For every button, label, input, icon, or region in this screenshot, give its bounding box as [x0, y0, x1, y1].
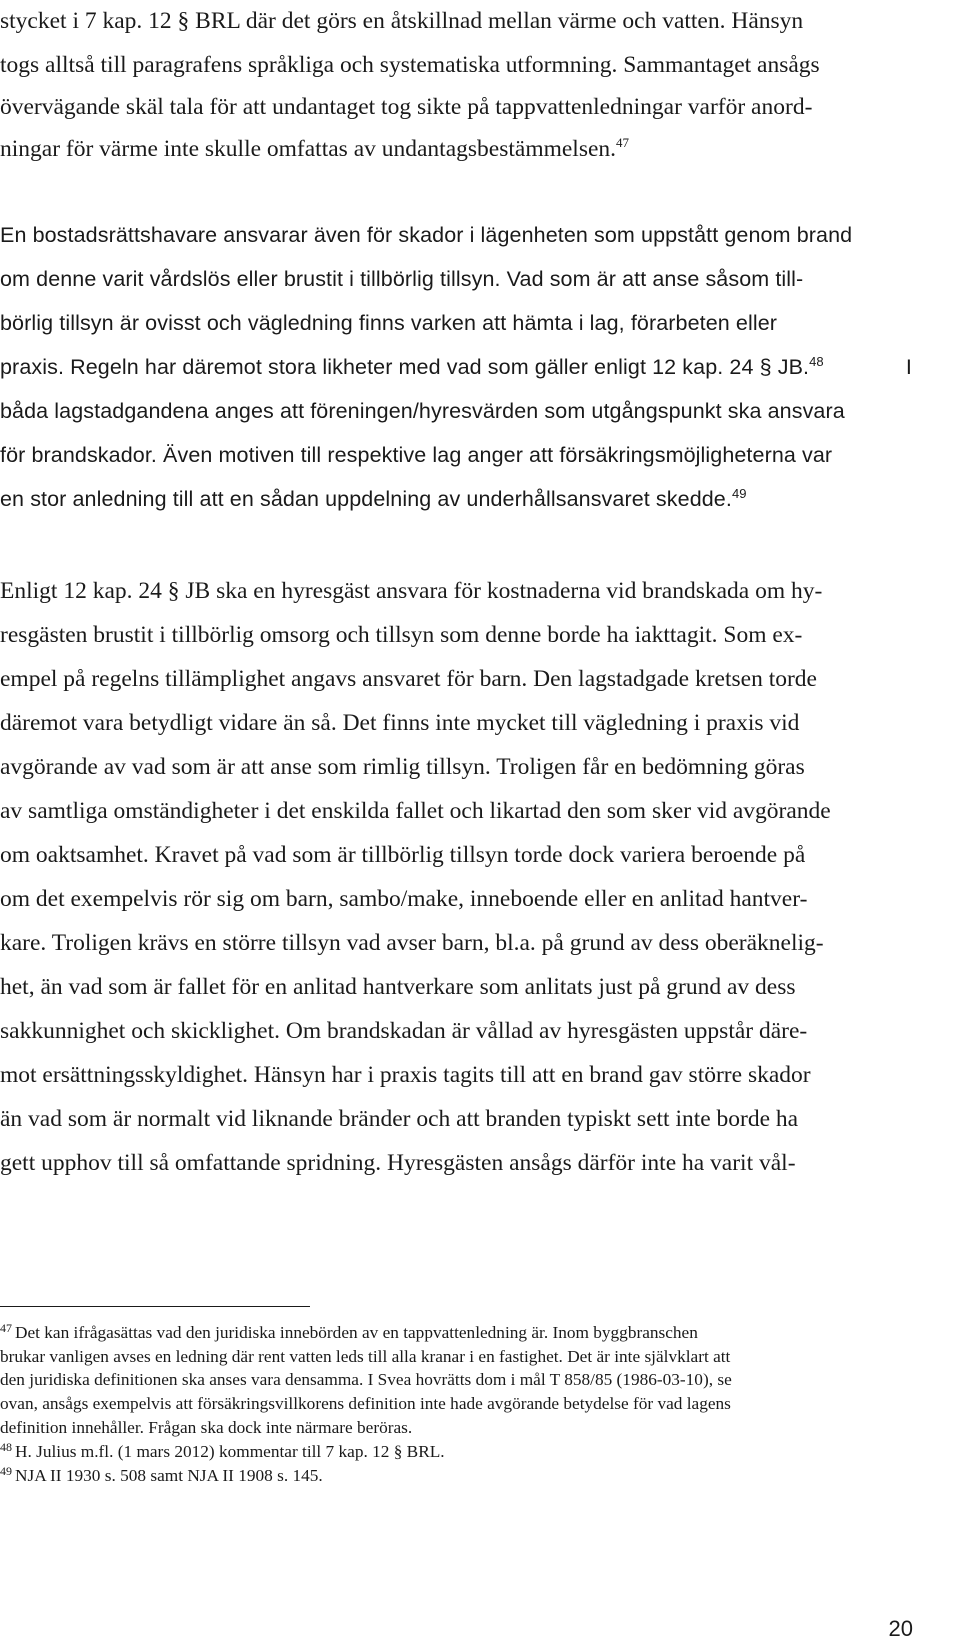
- text-line: om denne varit vårdslös eller brustit i tillbörlig tillsyn. Vad som är att anse såsom till-: [0, 267, 804, 291]
- footnote-48: $^{48}$ H. Julius m.fl. (1 mars 2012) kommentar till 7 kap. 12 § BRL.: [0, 1440, 445, 1461]
- footnote-number: 48: [0, 1440, 12, 1454]
- text-line: mot ersättningsskyldighet. Hänsyn har i praxis tagits till att en brand gav större skador: [0, 1062, 811, 1088]
- text-line: avgörande av vad som är att anse som rimlig tillsyn. Troligen får en bedömning göras: [0, 754, 805, 780]
- text-line: kare. Troligen krävs en större tillsyn vad avser barn, bl.a. på grund av dess oberäknelig-: [0, 930, 824, 956]
- footnote-line: ovan, ansågs exempelvis att försäkringsvillkorens definition inte hade avgörande betydelse för vad lagens: [0, 1394, 731, 1413]
- footnote-ref-49[interactable]: 49: [731, 485, 747, 501]
- footnote-ref-47[interactable]: 47: [616, 135, 630, 151]
- text-line: ningar för värme inte skulle omfattas av undantagsbestämmelsen.$^{47}$: [0, 135, 630, 162]
- text-line: gett upphov till så omfattande spridning. Hyresgästen ansågs därför inte ha varit vål-: [0, 1150, 796, 1176]
- text-line: för brandskador. Även motiven till respektive lag anger att försäkringsmöjligheterna var: [0, 443, 833, 467]
- text-line: resgästen brustit i tillbörlig omsorg och tillsyn som denne borde ha iakttagit. Som ex-: [0, 622, 803, 648]
- text-line: börlig tillsyn är ovisst och vägledning finns varken att hämta i lag, förarbeten eller: [0, 311, 778, 335]
- text-line: en stor anledning till att en sådan uppdelning av underhållsansvaret skedde.$^{49}$: [0, 485, 747, 511]
- text-line: däremot vara betydligt vidare än så. Det finns inte mycket till vägledning i praxis vid: [0, 710, 800, 736]
- footnote-ref-48[interactable]: 48: [809, 353, 824, 369]
- footnote-47: $^{47}$ Det kan ifrågasättas vad den juridiska innebörden av en tappvattenledning är. Inom byggbranschen: [0, 1321, 698, 1342]
- text-line: sakkunnighet och skicklighet. Om brandskadan är vållad av hyresgästen uppstår däre-: [0, 1018, 808, 1044]
- text-line: het, än vad som är fallet för en anlitad hantverkare som anlitats just på grund av dess: [0, 974, 796, 1000]
- footnote-line: brukar vanligen avses en ledning där rent vatten leds till alla kranar i en fastighet. Det är inte självklart att: [0, 1347, 731, 1366]
- text-line: togs alltså till paragrafens språkliga och systematiska utformning. Sammantaget ansågs: [0, 52, 820, 78]
- text-line: båda lagstadgandena anges att föreningen/hyresvärden som utgångspunkt ska ansvara: [0, 399, 845, 423]
- text-line: om oaktsamhet. Kravet på vad som är tillbörlig tillsyn torde dock variera beroende på: [0, 842, 806, 868]
- text-line: empel på regelns tillämplighet angavs ansvaret för barn. Den lagstadgade kretsen torde: [0, 666, 817, 692]
- text-line: övervägande skäl tala för att undantaget tog sikte på tappvattenledningar varför anord-: [0, 94, 813, 120]
- footnote-number: 49: [0, 1464, 12, 1478]
- text-line: om det exempelvis rör sig om barn, sambo/make, inneboende eller en anlitad hantver-: [0, 886, 808, 912]
- text-line: praxis. Regeln har däremot stora likheter med vad som gäller enligt 12 kap. 24 § JB.$^{48}$ I: [0, 353, 912, 379]
- text-line: av samtliga omständigheter i det enskilda fallet och likartad den som sker vid avgörande: [0, 798, 831, 824]
- footnote-49: $^{49}$ NJA II 1930 s. 508 samt NJA II 1908 s. 145.: [0, 1464, 323, 1485]
- footnote-divider: [0, 1306, 310, 1307]
- footnote-number: 47: [0, 1321, 12, 1335]
- text-line: stycket i 7 kap. 12 § BRL där det görs en åtskillnad mellan värme och vatten. Hänsyn: [0, 8, 804, 34]
- text-line: Enligt 12 kap. 24 § JB ska en hyresgäst ansvara för kostnaderna vid brandskada om hy-: [0, 578, 823, 604]
- page-number: 20: [888, 1616, 913, 1641]
- text-line: än vad som är normalt vid liknande bränder och att branden typiskt sett inte borde ha: [0, 1106, 799, 1132]
- footnote-line: definition innehåller. Frågan ska dock inte närmare beröras.: [0, 1418, 413, 1437]
- footnote-line: den juridiska definitionen ska anses vara densamma. I Svea hovrätts dom i mål T 858/85 (1986-03-10), se: [0, 1370, 732, 1389]
- text-line: En bostadsrättshavare ansvarar även för skador i lägenheten som uppstått genom brand: [0, 223, 853, 247]
